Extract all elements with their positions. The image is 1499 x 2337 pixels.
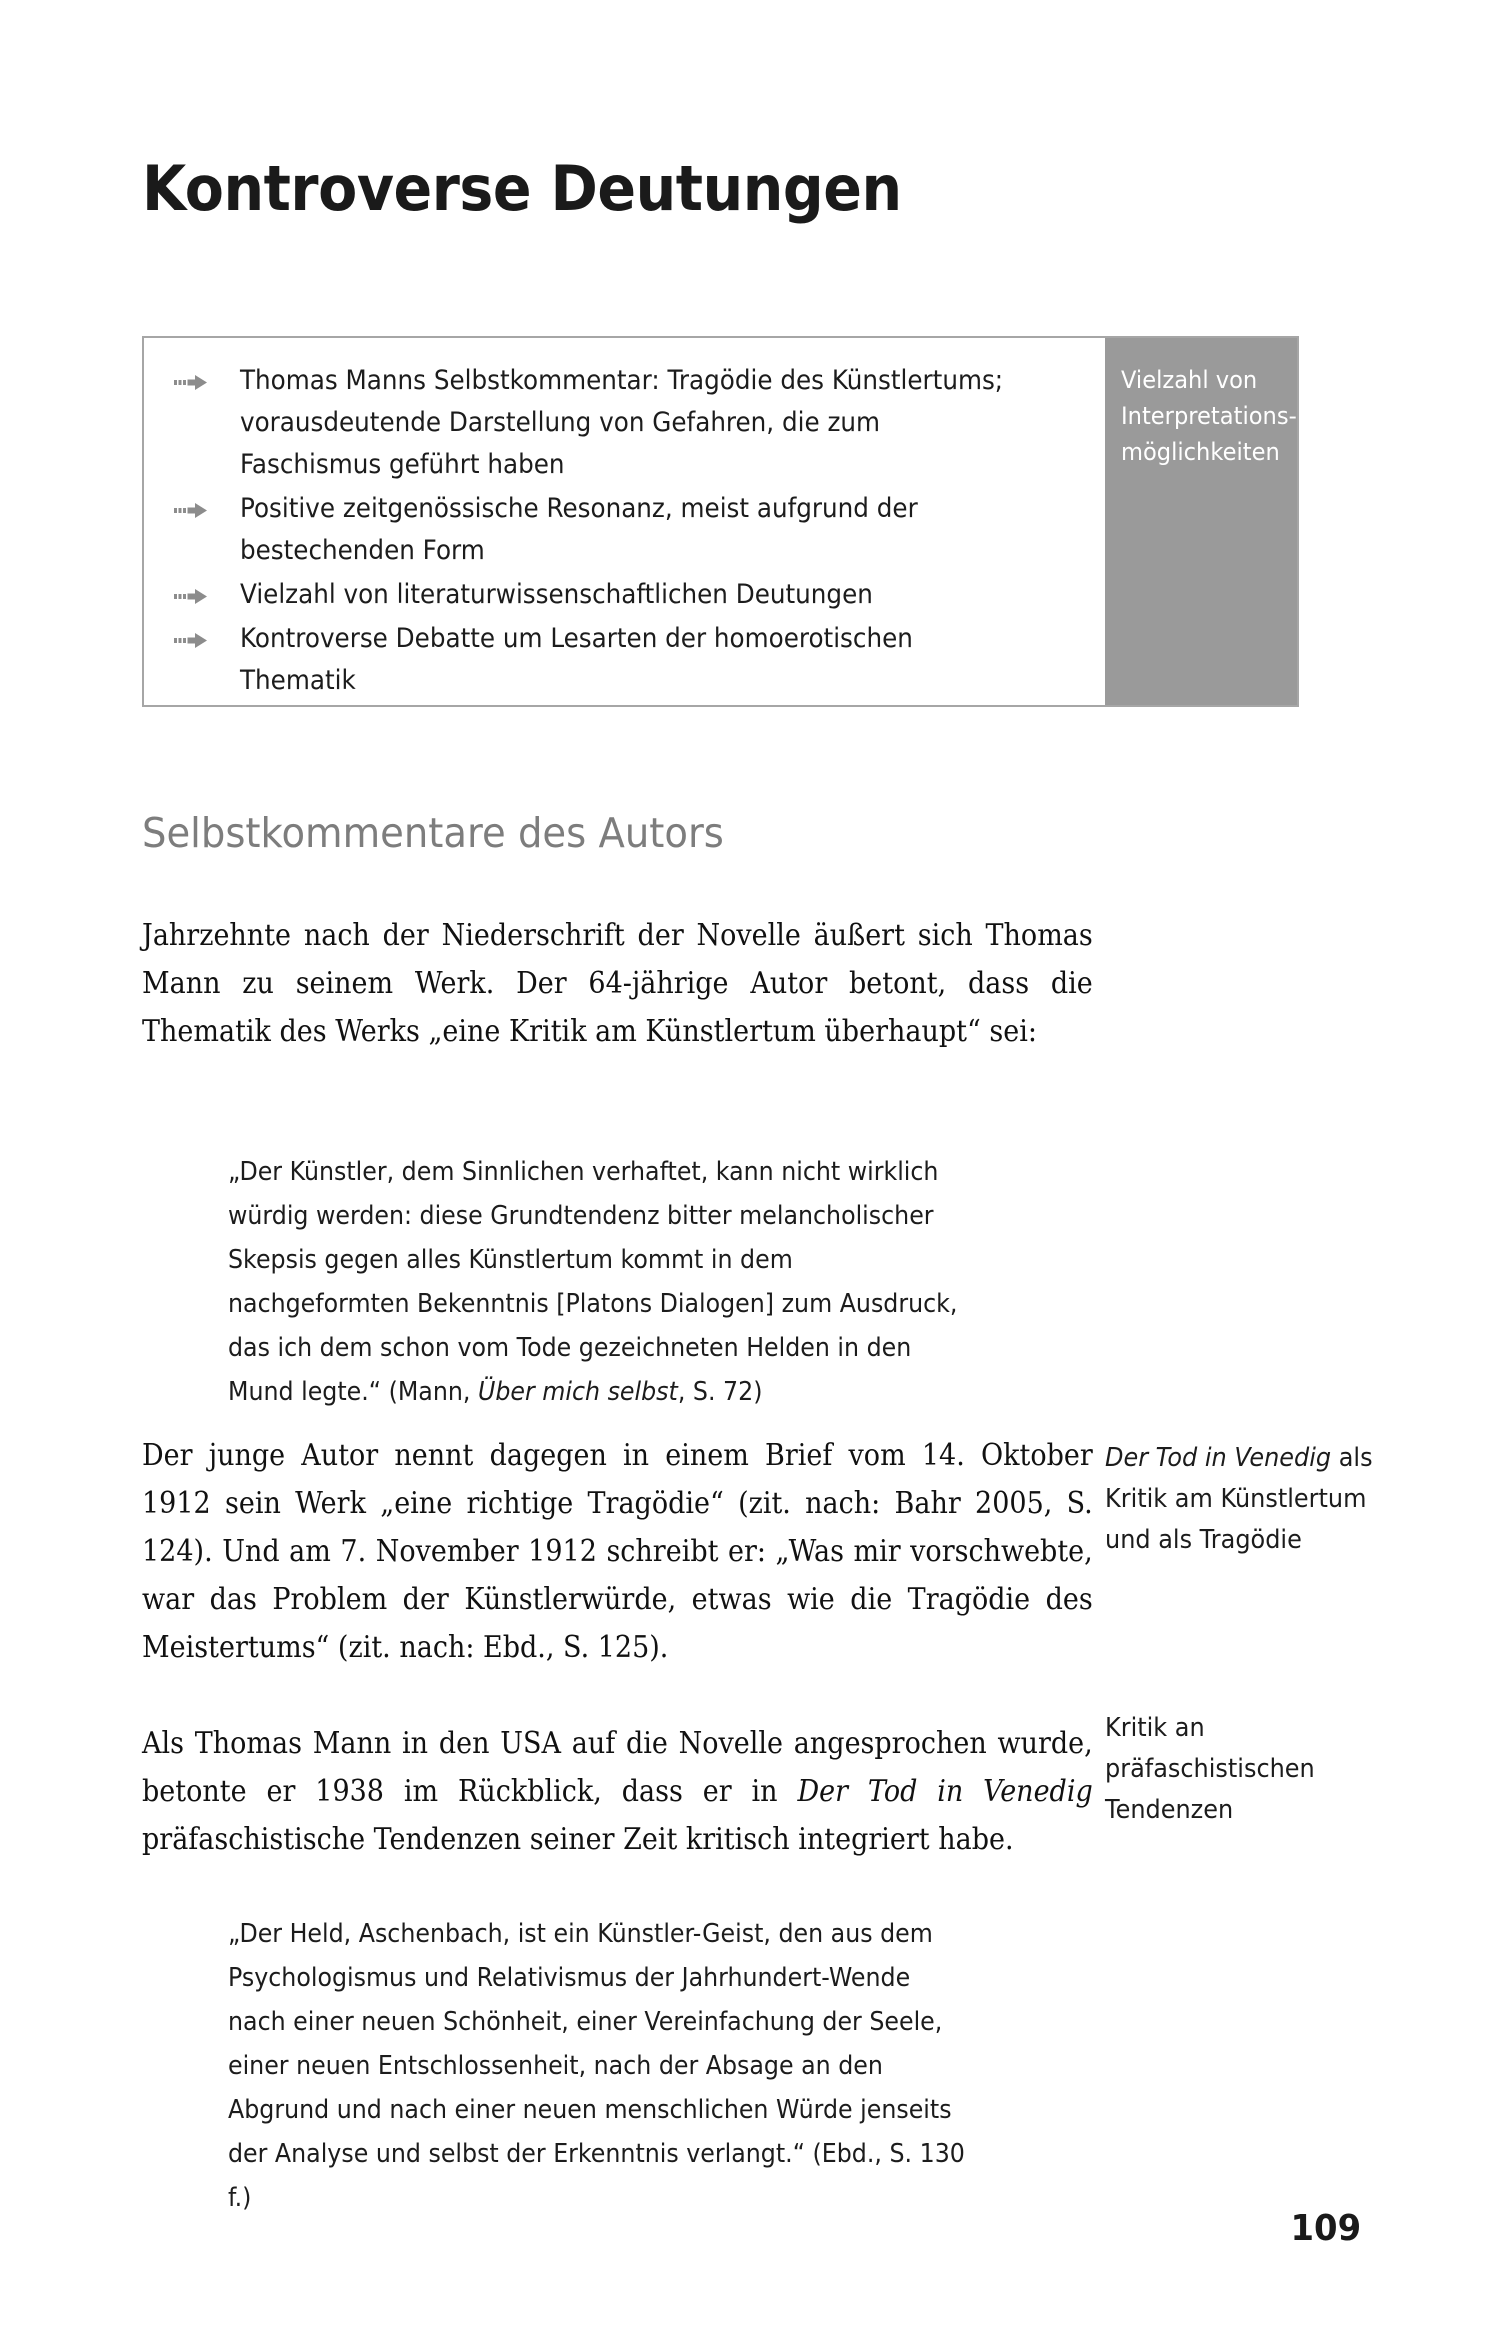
paragraph-text-post: präfaschistische Tendenzen seiner Zeit kritisch integriert habe. (142, 1822, 1014, 1857)
body-paragraph-1-wrapper (142, 912, 1092, 1056)
margin-note-1 (1105, 1438, 1387, 1561)
body-paragraph-2a-wrapper (142, 1432, 1092, 1672)
body-paragraph: Jahrzehnte nach der Niederschrift der Novelle äußert sich Thomas Mann zu seinem Werk. Der 64-jährige Autor betont, dass die Thematik des Werks „eine Kritik am Künstlertum überhaupt“ sei: (142, 918, 1093, 1049)
quote-citation: , S. 72) (677, 1377, 763, 1407)
block-quote-1 (228, 1150, 963, 1414)
page-number: 109 (1290, 2208, 1361, 2249)
summary-keyword-text: Vielzahl von Interpretationsmöglichkeiten (1121, 366, 1297, 466)
arrow-bullet-icon (166, 618, 240, 649)
paragraph-text-pre: Als Thomas Mann in den USA auf die Novelle angesprochen wurde, betonte er 1938 im Rückblick, dass er in (142, 1726, 1093, 1809)
page-title: Kontroverse Deutungen (142, 152, 902, 225)
bullet-text: Thomas Manns Selbstkommentar: Tragödie des Künstlertums; vorausdeutende Darstellung von Gefahren, die zum Faschismus geführt haben (240, 365, 1004, 480)
arrow-bullet-icon (166, 360, 240, 391)
summary-bullet-list (142, 336, 1105, 707)
list-item (166, 360, 1085, 486)
margin-note-text: als Kritik am Künstlertum und als Tragödie (1105, 1443, 1373, 1555)
work-title: Der Tod in Venedig (797, 1774, 1093, 1809)
quote-work-title: Über mich selbst (477, 1377, 678, 1407)
bullet-text: Vielzahl von literaturwissenschaftlichen Deutungen (240, 579, 873, 610)
quote-text: „Der Künstler, dem Sinnlichen verhaftet, kann nicht wirklich würdig werden: diese Grundtendenz bitter melancholischer Skepsis gegen alles Künstlertum kommt in dem nachgeformten Bekenntnis [Platons Dialogen] zum Ausdruck, das ich dem schon vom Tode gezeichneten Helden in den Mund legte.“ (Mann, (228, 1157, 958, 1407)
arrow-bullet-icon (166, 488, 240, 519)
summary-box (142, 336, 1299, 707)
body-paragraph (142, 1720, 1093, 1864)
margin-note-work-title: Der Tod in Venedig (1105, 1443, 1332, 1473)
list-item (166, 618, 1085, 702)
margin-note-2 (1105, 1708, 1387, 1831)
block-quote-2 (228, 1912, 972, 2220)
section-heading: Selbstkommentare des Autors (142, 809, 724, 857)
body-paragraph: Der junge Autor nennt dagegen in einem Brief vom 14. Oktober 1912 sein Werk „eine richtige Tragödie“ (zit. nach: Bahr 2005, S. 124). Und am 7. November 1912 schreibt er: „Was mir vorschwebte, war das Problem der Künstlerwürde, etwas wie die Tragödie des Meistertums“ (zit. nach: Ebd., S. 125). (142, 1438, 1093, 1665)
body-paragraph-2b-wrapper (142, 1720, 1092, 1864)
list-item (166, 574, 1085, 616)
list-item (166, 488, 1085, 572)
margin-note-text: Kritik an präfaschistischen Tendenzen (1105, 1713, 1315, 1825)
bullet-text: Positive zeitgenössische Resonanz, meist aufgrund der bestechenden Form (240, 493, 918, 566)
bullet-text: Kontroverse Debatte um Lesarten der homoerotischen Thematik (240, 623, 913, 696)
quote-text: „Der Held, Aschenbach, ist ein Künstler-Geist, den aus dem Psychologismus und Relativismus der Jahrhundert-Wende nach einer neuen Schönheit, einer Vereinfachung der Seele, einer neuen Entschlossenheit, nach der Absage an den Abgrund und nach einer neuen menschlichen Würde jenseits der Analyse und selbst der Erkenntnis verlangt.“ (Ebd., S. 130 f.) (228, 1919, 965, 2213)
arrow-bullet-icon (166, 574, 240, 605)
summary-keyword-panel (1105, 336, 1299, 707)
